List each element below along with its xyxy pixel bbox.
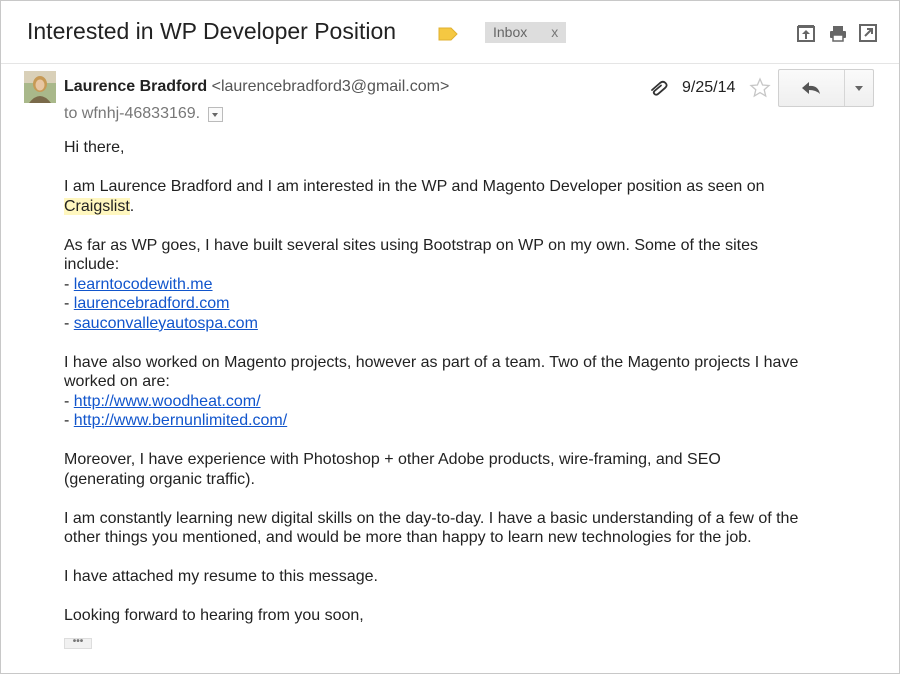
list-bullet: -: [64, 412, 74, 429]
body-period: .: [129, 197, 135, 215]
avatar-photo-icon: [24, 71, 56, 103]
sender-avatar[interactable]: [24, 71, 56, 103]
body-line: worked on are:: [64, 373, 170, 390]
open-in-new-window-icon[interactable]: [797, 24, 815, 42]
list-bullet: -: [64, 314, 74, 332]
reply-icon: [801, 81, 821, 95]
magento-link[interactable]: http://www.bernunlimited.com/: [73, 412, 288, 429]
reply-button-group: [778, 69, 874, 107]
list-item: [64, 275, 884, 295]
list-bullet: -: [64, 275, 74, 293]
body-line: As far as WP goes, I have built several sites using Bootstrap on WP on my own. Some of the sites: [64, 236, 758, 254]
message-body: [64, 138, 884, 645]
show-details-dropdown[interactable]: [208, 107, 223, 122]
list-item: [64, 314, 884, 334]
sender-line: [64, 78, 449, 96]
recipient-text: to wfnhj-46833169.: [64, 105, 201, 122]
magento-link[interactable]: http://www.woodheat.com/: [73, 392, 261, 410]
body-line: I am constantly learning new digital skills on the day-to-day. I have a basic understanding of a few of the: [64, 509, 799, 527]
site-link[interactable]: laurencebradford.com: [73, 295, 230, 312]
body-line: Moreover, I have experience with Photoshop + other Adobe products, wire-framing, and SEO: [64, 451, 721, 468]
list-item: [64, 411, 884, 431]
more-actions-button[interactable]: [844, 70, 873, 106]
list-item: [64, 392, 884, 412]
message-date: 9/25/14: [682, 79, 736, 96]
message-header: [1, 1, 899, 63]
body-line: (generating organic traffic).: [64, 470, 255, 488]
sender-name[interactable]: Laurence Bradford: [64, 78, 208, 95]
header-divider: [1, 63, 899, 64]
body-line: I have also worked on Magento projects, however as part of a team. Two of the Magento projects I have: [64, 353, 799, 371]
body-line: I am Laurence Bradford and I am interested in the WP and Magento Developer position as seen on: [64, 178, 765, 195]
remove-label-button[interactable]: x: [551, 24, 559, 40]
list-item: [64, 294, 884, 314]
highlighted-keyword: Craigslist: [64, 197, 130, 215]
popout-icon[interactable]: [859, 24, 877, 42]
list-bullet: -: [64, 295, 74, 312]
list-bullet: -: [64, 392, 74, 410]
print-icon[interactable]: [829, 24, 847, 42]
show-trimmed-content-button[interactable]: •••: [64, 638, 92, 649]
body-line: include:: [64, 256, 120, 273]
inbox-label-chip: [485, 22, 566, 43]
star-icon[interactable]: [749, 77, 771, 99]
label-tag-icon[interactable]: [438, 27, 458, 41]
body-line: other things you mentioned, and would be more than happy to learn new technologies for the job.: [64, 529, 752, 546]
attachment-icon: [649, 79, 671, 97]
reply-button[interactable]: [779, 70, 844, 106]
subject-title: Interested in WP Developer Position: [27, 18, 397, 44]
greeting-text: Hi there,: [64, 139, 125, 156]
site-link[interactable]: sauconvalleyautospa.com: [73, 314, 258, 332]
site-link[interactable]: learntocodewith.me: [73, 275, 213, 293]
body-line: I have attached my resume to this message.: [64, 568, 378, 585]
inbox-label-text: Inbox: [493, 24, 528, 40]
recipient-line: [64, 105, 223, 123]
closing-text: Looking forward to hearing from you soon,: [64, 607, 364, 624]
sender-email: <laurencebradford3@gmail.com>: [211, 78, 450, 95]
